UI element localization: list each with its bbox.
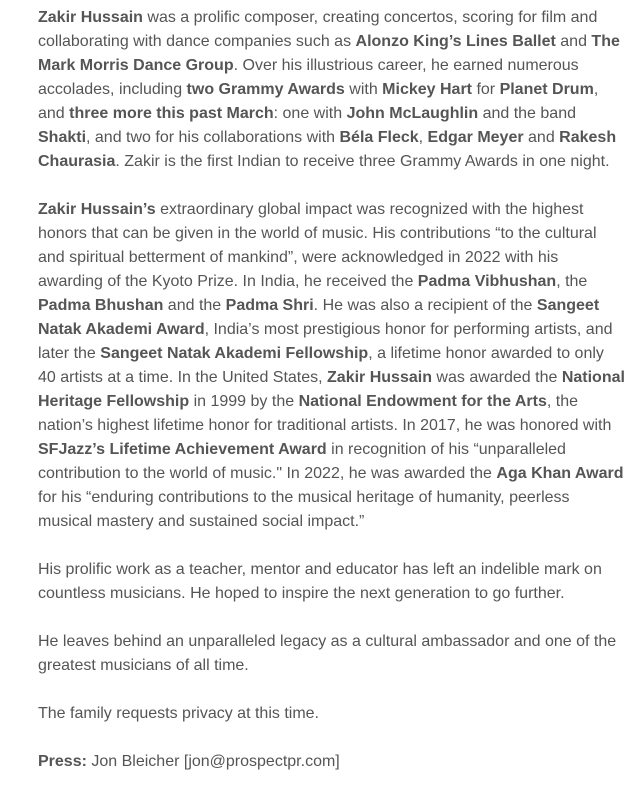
text-run: and the band [478, 105, 576, 122]
bold-text: Shakti [38, 129, 87, 146]
text-run: He leaves behind an unparalleled legacy as a cultural ambassador and one of the greatest musicians of all time. [38, 633, 617, 674]
text-run: for [472, 81, 500, 98]
bold-text: SFJazz’s Lifetime Achievement Award [38, 441, 327, 458]
text-run: , India’s most prestigious honor for performing artists, and later the [38, 321, 613, 362]
text-run: was a prolific composer, creating concertos, scoring for film and collaborating with dance companies such as [38, 9, 598, 50]
bold-text: John McLaughlin [346, 105, 479, 122]
text-run: and [523, 129, 560, 146]
text-run: , and two for his collaborations with [86, 129, 340, 146]
text-run: The family requests privacy at this time. [38, 705, 319, 722]
paragraph [38, 198, 625, 534]
bold-text: Aga Khan Award [496, 465, 624, 482]
text-run: was awarded the [431, 369, 562, 386]
bold-text: Rakesh Chaurasia [38, 129, 617, 170]
text-run: with [344, 81, 383, 98]
bold-text: Zakir Hussain [38, 9, 143, 26]
press-label: Press: [38, 753, 87, 770]
bold-text: Béla Fleck [339, 129, 419, 146]
bold-text: National Endowment for the Arts [298, 393, 547, 410]
text-run: , the nation’s highest lifetime honor for traditional artists. In 2017, he was honored with [38, 393, 612, 434]
bold-text: Zakir Hussain [327, 369, 432, 386]
text-run: in recognition of his “unparalleled contribution to the world of music." In 2022, he was awarded the [38, 441, 566, 482]
text-run: . He was also a recipient of the [313, 297, 537, 314]
text-run: , a lifetime honor awarded to only 40 artists at a time. In the United States, [38, 345, 604, 386]
paragraph [38, 630, 625, 678]
bold-text: Padma Vibhushan [417, 273, 557, 290]
bold-text: two Grammy Awards [186, 81, 345, 98]
paragraph [38, 702, 625, 726]
bold-text: Padma Bhushan [38, 297, 164, 314]
text-run: His prolific work as a teacher, mentor and educator has left an indelible mark on countless musicians. He hoped to inspire the next generation to go further. [38, 561, 602, 602]
text-run: : one with [273, 105, 347, 122]
press-contact[interactable]: Jon Bleicher [jon@prospectpr.com] [91, 753, 340, 770]
text-run: extraordinary global impact was recognized with the highest honors that can be given in the world of music. His contributions “to the cultural and spiritual betterment of mankind”, were acknowledged in 2022 with his awarding of the Kyoto Prize. In India, he received the [38, 201, 597, 290]
text-run: and the [163, 297, 226, 314]
paragraph [38, 558, 625, 606]
bold-text: Sangeet Natak Akademi Fellowship [100, 345, 369, 362]
text-run: in 1999 by the [189, 393, 299, 410]
bold-text: Alonzo King’s Lines Ballet [355, 33, 556, 50]
text-run: . Over his illustrious career, he earned numerous accolades, including [38, 57, 579, 98]
bold-text: Planet Drum [499, 81, 594, 98]
text-run: , and [38, 81, 599, 122]
text-run: . Zakir is the first Indian to receive three Grammy Awards in one night. [115, 153, 610, 170]
paragraph [38, 6, 625, 174]
bold-text: Padma Shri [225, 297, 314, 314]
text-run: for his “enduring contributions to the musical heritage of humanity, peerless musical mastery and sustained social impact.” [38, 489, 570, 530]
text-run: and [555, 33, 592, 50]
text-run: , the [556, 273, 588, 290]
bold-text: Mickey Hart [382, 81, 472, 98]
bold-text: three more this past March [69, 105, 274, 122]
bold-text: Zakir Hussain’s [38, 201, 156, 218]
bold-text: National Heritage Fellowship [38, 369, 625, 410]
text-run: , [418, 129, 428, 146]
bold-text: The Mark Morris Dance Group [38, 33, 620, 74]
bold-text: Sangeet Natak Akademi Award [38, 297, 600, 338]
press-contact-line [38, 750, 625, 774]
bold-text: Edgar Meyer [427, 129, 524, 146]
paragraph-list [38, 6, 625, 726]
